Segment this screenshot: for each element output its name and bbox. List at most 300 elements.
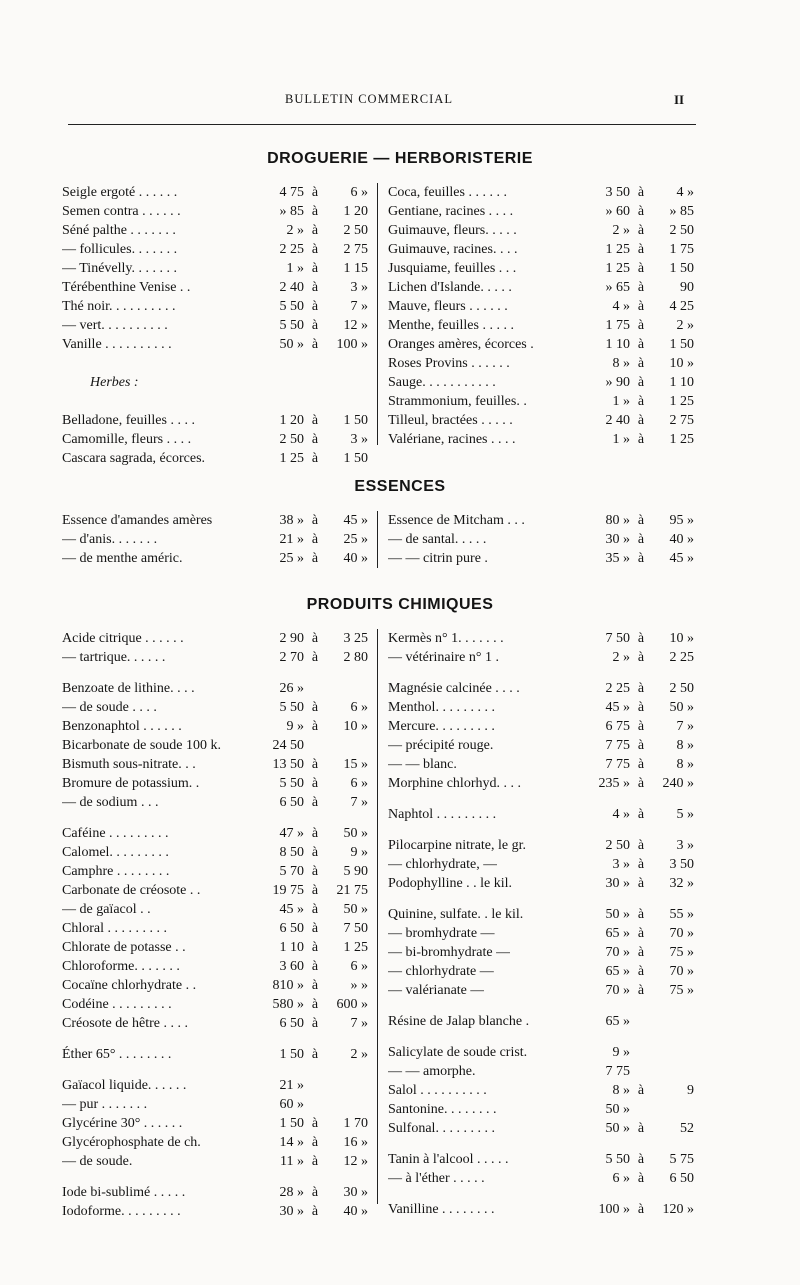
price-separator: à [311,242,319,257]
product-name: Bicarbonate de soude 100 k. [62,738,222,753]
price-low: 60 » [279,1097,304,1112]
product-name: Sulfonal. . . . . . . . . [388,1121,495,1136]
product-name: — précipité rouge. [388,738,494,753]
price-row [62,259,368,278]
product-name: Séné palthe . . . . . . . [62,223,176,238]
price-low: 50 » [605,1121,630,1136]
product-name: — — amorphe. [388,1064,476,1079]
price-low: 580 » [272,997,304,1012]
price-high: 12 » [343,1154,368,1169]
price-low: 6 75 [605,719,630,734]
product-name: Chloroforme. . . . . . . [62,959,180,974]
price-separator: à [637,964,645,979]
price-range [388,836,694,855]
price-low: 21 » [279,532,304,547]
price-low: 28 » [279,1185,304,1200]
price-separator: à [637,394,645,409]
price-high: 600 » [336,997,368,1012]
price-row [388,679,694,698]
price-separator: à [637,318,645,333]
price-high: 12 » [343,318,368,333]
price-row [62,411,368,430]
price-range [62,862,368,881]
price-range [62,1202,368,1221]
price-range [388,297,694,316]
price-high: 6 » [350,185,368,200]
price-range [388,755,694,774]
price-row [388,411,694,430]
price-row [388,1150,694,1169]
price-high: 2 50 [669,681,694,696]
price-high: 7 50 [343,921,368,936]
price-range [388,511,694,530]
row-spacer [388,824,694,836]
price-range [62,881,368,900]
price-row [388,648,694,667]
price-low: » 90 [605,375,630,390]
price-high: 1 25 [343,940,368,955]
product-name: Éther 65° . . . . . . . . [62,1047,172,1062]
price-row [388,278,694,297]
row-spacer [388,1138,694,1150]
price-row [388,629,694,648]
price-low: 19 75 [272,883,304,898]
price-high: 40 » [669,532,694,547]
price-range [388,629,694,648]
droguerie-right-column [388,183,694,449]
price-separator: à [311,864,319,879]
price-low: 1 25 [605,242,630,257]
price-separator: à [311,1154,319,1169]
price-row [62,1133,368,1152]
price-low: 8 » [612,356,630,371]
price-separator: à [311,700,319,715]
price-range [388,183,694,202]
price-range [62,202,368,221]
price-low: 9 » [286,719,304,734]
price-separator: à [637,204,645,219]
price-range [388,905,694,924]
price-low: 2 25 [605,681,630,696]
product-name: — de gaïacol . . [62,902,151,917]
product-name: Chlorate de potasse . . [62,940,186,955]
price-range [62,259,368,278]
price-row [388,549,694,568]
price-separator: à [311,845,319,860]
price-row [388,755,694,774]
product-name: Menthol. . . . . . . . . [388,700,495,715]
product-name: Salol . . . . . . . . . . [388,1083,487,1098]
price-row [62,900,368,919]
price-separator: à [637,926,645,941]
product-name: Codéine . . . . . . . . . [62,997,172,1012]
price-row [388,335,694,354]
price-separator: à [311,1204,319,1219]
price-row [62,316,368,335]
price-row [62,1114,368,1133]
price-high: 70 » [669,926,694,941]
price-high: 90 [680,280,694,295]
price-low: » 60 [605,204,630,219]
price-low: 5 50 [605,1152,630,1167]
price-high: 10 » [343,719,368,734]
price-range [62,736,368,755]
price-high: 55 » [669,907,694,922]
product-name: Cascara sagrada, écorces. [62,451,206,466]
price-separator: à [637,261,645,276]
product-name: Herbes : [90,375,139,390]
price-low: 5 50 [279,318,304,333]
price-low: 7 50 [605,631,630,646]
price-high: 2 50 [669,223,694,238]
price-separator: à [637,650,645,665]
price-low: 8 » [612,1083,630,1098]
price-row [62,717,368,736]
price-separator: à [311,795,319,810]
price-high: 50 » [343,826,368,841]
price-row [62,1152,368,1171]
price-high: 75 » [669,983,694,998]
price-separator: à [311,532,319,547]
product-name: Mercure. . . . . . . . . [388,719,495,734]
price-low: 100 » [598,1202,630,1217]
price-high: 2 25 [669,650,694,665]
price-high: 3 50 [669,857,694,872]
price-range [62,530,368,549]
price-row [388,1119,694,1138]
price-range [388,530,694,549]
product-name: Guimauve, fleurs. . . . . [388,223,517,238]
price-separator: à [637,719,645,734]
price-separator: à [637,738,645,753]
product-name: Glycérophosphate de ch. [62,1135,201,1150]
price-row [62,1202,368,1221]
price-row [388,855,694,874]
price-row [388,1062,694,1081]
price-high: 95 » [669,513,694,528]
price-range [388,411,694,430]
price-range [62,1152,368,1171]
price-low: 45 » [605,700,630,715]
price-high: 2 75 [669,413,694,428]
price-row [388,1100,694,1119]
price-low: 1 75 [605,318,630,333]
product-name: — follicules. . . . . . . [62,242,178,257]
row-spacer [388,1031,694,1043]
price-row [62,698,368,717]
price-range [62,335,368,354]
price-range [388,1043,694,1062]
price-high: 2 75 [343,242,368,257]
price-high: 70 » [669,964,694,979]
price-row [62,976,368,995]
product-name: Coca, feuilles . . . . . . [388,185,507,200]
price-high: 8 » [676,738,694,753]
price-row [62,202,368,221]
price-row [62,530,368,549]
price-low: 25 » [279,551,304,566]
row-spacer [388,893,694,905]
price-separator: à [311,1116,319,1131]
price-separator: à [637,776,645,791]
price-low: 5 50 [279,700,304,715]
price-range [388,717,694,736]
price-row [388,221,694,240]
price-separator: à [311,719,319,734]
product-name: — Tinévelly. . . . . . . [62,261,177,276]
row-spacer [388,1188,694,1200]
price-row [388,1081,694,1100]
price-low: 2 » [612,650,630,665]
product-name: Iodoforme. . . . . . . . . [62,1204,181,1219]
price-range [62,976,368,995]
product-name: Strammonium, feuilles. . [388,394,527,409]
price-low: 65 » [605,926,630,941]
price-range [388,316,694,335]
product-name: Vanilline . . . . . . . . [388,1202,495,1217]
price-range [388,774,694,793]
price-range [62,629,368,648]
price-high: 3 » [350,280,368,295]
price-row [62,793,368,812]
price-high: 3 » [676,838,694,853]
price-row [388,981,694,1000]
product-name: Lichen d'Islande. . . . . [388,280,512,295]
price-high: 3 25 [343,631,368,646]
price-row [62,183,368,202]
price-low: 50 » [605,1102,630,1117]
price-separator: à [637,945,645,960]
price-low: 4 » [612,807,630,822]
product-name: Seigle ergoté . . . . . . [62,185,178,200]
row-spacer [62,1171,368,1183]
price-low: 45 » [279,902,304,917]
running-title: BULLETIN COMMERCIAL [285,92,453,106]
price-range [62,1114,368,1133]
price-low: 65 » [605,1014,630,1029]
price-high: 4 25 [669,299,694,314]
price-low: 70 » [605,945,630,960]
price-high: 240 » [662,776,694,791]
column-divider [377,183,378,445]
price-high: 100 » [336,337,368,352]
price-row [62,774,368,793]
price-separator: à [311,650,319,665]
chimiques-right-column [388,629,694,1219]
price-row [388,297,694,316]
price-row [62,881,368,900]
product-name: Pilocarpine nitrate, le gr. [388,838,527,853]
price-low: 2 25 [279,242,304,257]
price-range [62,824,368,843]
price-low: 7 75 [605,738,630,753]
price-separator: à [311,185,319,200]
essences-left-column [62,511,368,568]
price-separator: à [311,432,319,447]
price-row [62,354,368,373]
price-separator: à [637,337,645,352]
price-range [388,1200,694,1219]
product-name: Salicylate de soude crist. [388,1045,528,1060]
price-separator: à [311,921,319,936]
product-name: Tanin à l'alcool . . . . . [388,1152,509,1167]
price-range [62,843,368,862]
price-row [62,335,368,354]
price-separator: à [311,513,319,528]
price-separator: à [637,299,645,314]
price-high: 15 » [343,757,368,772]
price-low: 2 40 [605,413,630,428]
column-divider [377,629,378,1204]
product-name: Guimauve, racines. . . . [388,242,518,257]
price-low: 4 » [612,299,630,314]
price-range [62,698,368,717]
price-low: 6 » [612,1171,630,1186]
price-separator: à [311,299,319,314]
chimiques-left-column [62,629,368,1221]
product-name: Bromure de potassium. . [62,776,200,791]
price-range [62,183,368,202]
price-low: 2 » [612,223,630,238]
price-row [62,1045,368,1064]
price-range [388,1100,694,1119]
price-low: 21 » [279,1078,304,1093]
price-low: 9 » [612,1045,630,1060]
product-name: — vert. . . . . . . . . . [62,318,168,333]
price-high: 40 » [343,551,368,566]
price-separator: à [637,375,645,390]
price-high: 30 » [343,1185,368,1200]
price-high: 1 25 [669,394,694,409]
price-range [388,240,694,259]
price-row [388,924,694,943]
product-name: — de menthe améric. [62,551,183,566]
price-row [62,1076,368,1095]
price-low: 14 » [279,1135,304,1150]
product-name: Résine de Jalap blanche . [388,1014,530,1029]
product-name: Benzoate de lithine. . . . [62,681,195,696]
product-name: — valérianate — [388,983,485,998]
price-row [388,316,694,335]
product-name: — à l'éther . . . . . [388,1171,485,1186]
price-range [388,221,694,240]
price-high: 50 » [669,700,694,715]
price-high: 2 50 [343,223,368,238]
product-name: Carbonate de créosote . . [62,883,201,898]
product-name: Benzonaphtol . . . . . . [62,719,182,734]
price-range [388,648,694,667]
price-separator: à [637,700,645,715]
product-name: — tartrique. . . . . . [62,650,166,665]
price-high: 6 » [350,776,368,791]
product-name: Camomille, fleurs . . . . [62,432,192,447]
price-low: 1 25 [279,451,304,466]
price-high: 21 75 [336,883,368,898]
price-low: 30 » [279,1204,304,1219]
product-name: Cocaïne chlorhydrate . . [62,978,197,993]
price-high: 52 [680,1121,694,1136]
page-number: II [674,92,685,107]
row-spacer [62,1033,368,1045]
price-range [62,511,368,530]
price-row [62,995,368,1014]
price-range [62,774,368,793]
price-low: 5 50 [279,299,304,314]
price-row [388,373,694,392]
product-name: Morphine chlorhyd. . . . [388,776,521,791]
price-high: 75 » [669,945,694,960]
price-range [388,943,694,962]
price-high: » 85 [669,204,694,219]
price-low: 26 » [279,681,304,696]
price-row [388,1012,694,1031]
price-range [388,698,694,717]
price-low: 70 » [605,983,630,998]
product-name: — pur . . . . . . . [62,1097,148,1112]
price-high: 1 10 [669,375,694,390]
price-range [62,648,368,667]
price-row [62,862,368,881]
price-high: 5 75 [669,1152,694,1167]
price-range [62,411,368,430]
price-low: 3 » [612,857,630,872]
price-range [388,679,694,698]
price-separator: à [637,681,645,696]
price-range [62,1183,368,1202]
product-name: Oranges amères, écorces . [388,337,534,352]
price-range [62,938,368,957]
price-low: 2 40 [279,280,304,295]
price-row [388,202,694,221]
product-name: Jusquiame, feuilles . . . [388,261,517,276]
price-high: 7 » [350,795,368,810]
price-high: 4 » [676,185,694,200]
price-row [388,874,694,893]
product-name: — de santal. . . . . [388,532,487,547]
price-low: 24 50 [272,738,304,753]
price-high: 1 50 [669,261,694,276]
price-range [388,373,694,392]
price-high: 45 » [669,551,694,566]
product-name: Sauge. . . . . . . . . . . [388,375,496,390]
product-name: Podophylline . . le kil. [388,876,513,891]
price-row [62,278,368,297]
price-row [62,1183,368,1202]
price-range [62,957,368,976]
price-range [62,373,368,392]
price-range [62,1133,368,1152]
section-title-droguerie: DROGUERIE — HERBORISTERIE [267,150,533,167]
price-range [62,919,368,938]
price-row [388,736,694,755]
price-low: 13 50 [272,757,304,772]
price-high: 7 » [350,299,368,314]
price-separator: à [311,883,319,898]
price-high: 8 » [676,757,694,772]
price-high: 2 » [676,318,694,333]
price-row [62,297,368,316]
price-high: 120 » [662,1202,694,1217]
product-name: Santonine. . . . . . . . [388,1102,497,1117]
product-name: Magnésie calcinée . . . . [388,681,520,696]
price-low: » 85 [279,204,304,219]
price-range [62,1076,368,1095]
row-spacer [388,1000,694,1012]
price-separator: à [311,223,319,238]
price-range [388,874,694,893]
price-high: 7 » [676,719,694,734]
essences-right-column [388,511,694,568]
